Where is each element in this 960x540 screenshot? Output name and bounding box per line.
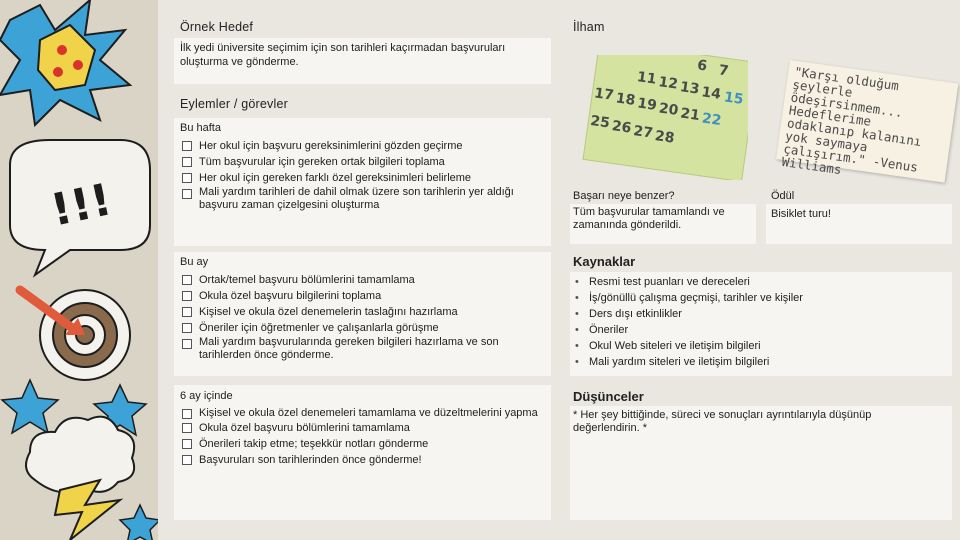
calendar-day: 12: [657, 74, 679, 93]
calendar-day: 20: [657, 100, 680, 119]
calendar-day: 25: [589, 113, 611, 132]
six-months-list: [182, 406, 546, 468]
calendar-day: 26: [610, 118, 633, 137]
calendar-day: 19: [636, 95, 658, 114]
goal-heading: Örnek Hedef: [180, 20, 254, 34]
task-item: Kişisel ve okula özel denemelerin taslağını hazırlama: [182, 304, 546, 320]
task-item: Ortak/temel başvuru bölümlerini tamamlama: [182, 272, 546, 288]
task-item: Okula özel başvuru bölümlerini tamamlama: [182, 420, 546, 436]
task-item: Okula özel başvuru bilgilerini toplama: [182, 288, 546, 304]
inspiration-heading: İlham: [573, 20, 605, 34]
success-label: Başarı neye benzer?: [573, 190, 675, 202]
this-week-label: Bu hafta: [180, 122, 221, 134]
task-item: Mali yardım başvurularında gereken bilgileri hazırlama ve son tarihlerden önce gönderme.: [182, 336, 546, 362]
calendar-day: 11: [635, 69, 658, 88]
reward-label: Ödül: [771, 190, 795, 202]
task-item: Öneriler için öğretmenler ve çalışanlarla görüşme: [182, 320, 546, 336]
calendar-image: [578, 55, 748, 180]
decorative-strip: [0, 0, 158, 540]
thoughts-heading: Düşünceler: [573, 389, 644, 404]
resources-heading: Kaynaklar: [573, 254, 636, 269]
calendar-day: 27: [632, 123, 654, 142]
calendar-day: 6: [696, 57, 709, 75]
calendar-day: 22: [700, 110, 723, 130]
goal-text: İlk yedi üniversite seçimim için son tarihleri kaçırmadan başvuruları oluşturma ve gönderme.: [180, 42, 506, 68]
calendar-day: 14: [700, 84, 722, 103]
task-item: Kişisel ve okula özel denemeleri tamamlama ve düzeltmelerini yapma: [182, 406, 546, 420]
task-item: Her okul için başvuru gereksinimlerini gözden geçirme: [182, 138, 546, 154]
task-item: Her okul için gereken farklı özel gereksinimleri belirleme: [182, 170, 546, 186]
svg-text:!!!: !!!: [46, 174, 116, 237]
task-item: Başvuruları son tarihlerinden önce gönderme!: [182, 452, 546, 468]
calendar-day: 21: [679, 105, 701, 125]
calendar-day: 13: [678, 79, 701, 98]
resource-item: • İş/gönüllü çalışma geçmişi, tarihler ve kişiler: [573, 290, 949, 306]
resource-item: • Okul Web siteleri ve iletişim bilgileri: [573, 338, 949, 354]
resource-item: • Mali yardım siteleri ve iletişim bilgileri: [573, 354, 949, 370]
resource-item: • Ders dışı etkinlikler: [573, 306, 949, 322]
resource-item: • Öneriler: [573, 322, 949, 338]
calendar-day: 18: [614, 90, 637, 109]
task-item: Tüm başvurular için gereken ortak bilgileri toplama: [182, 154, 546, 170]
calendar-day: 17: [593, 85, 615, 104]
tasks-heading: Eylemler / görevler: [180, 97, 288, 111]
this-month-list: [182, 272, 546, 362]
calendar-day: 7: [717, 62, 730, 80]
resources-list: [573, 274, 949, 370]
resource-item: • Resmi test puanları ve dereceleri: [573, 274, 949, 290]
target-arrow-icon: [20, 290, 130, 380]
task-item: Önerileri takip etme; teşekkür notları gönderme: [182, 436, 546, 452]
thoughts-text: * Her şey bittiğinde, süreci ve sonuçları ayrıntılarıyla düşünüp değerlendirin. *: [573, 409, 872, 434]
this-month-label: Bu ay: [180, 256, 209, 268]
speech-bubble-icon: [10, 140, 150, 275]
explosion-icon: [0, 0, 130, 125]
calendar-day: 15: [722, 89, 745, 108]
reward-text: Bisiklet turu!: [771, 208, 831, 220]
quote-note: "Karşı olduğum şeylerle ödeşirsinmem... Hedeflerime odaklanıp kalanını yok saymaya çalışırım." -Venus Williams: [776, 60, 958, 183]
success-text: Tüm başvurular tamamlandı ve zamanında gönderildi.: [573, 206, 725, 231]
task-item: Mali yardım tarihleri de dahil olmak üzere son tarihlerin yer aldığı başvuru zaman çizelgesini oluşturma: [182, 186, 546, 212]
this-week-list: [182, 138, 546, 212]
calendar-day: 28: [653, 128, 676, 147]
six-months-label: 6 ay içinde: [180, 390, 233, 402]
decor-illustrations: [0, 0, 158, 540]
